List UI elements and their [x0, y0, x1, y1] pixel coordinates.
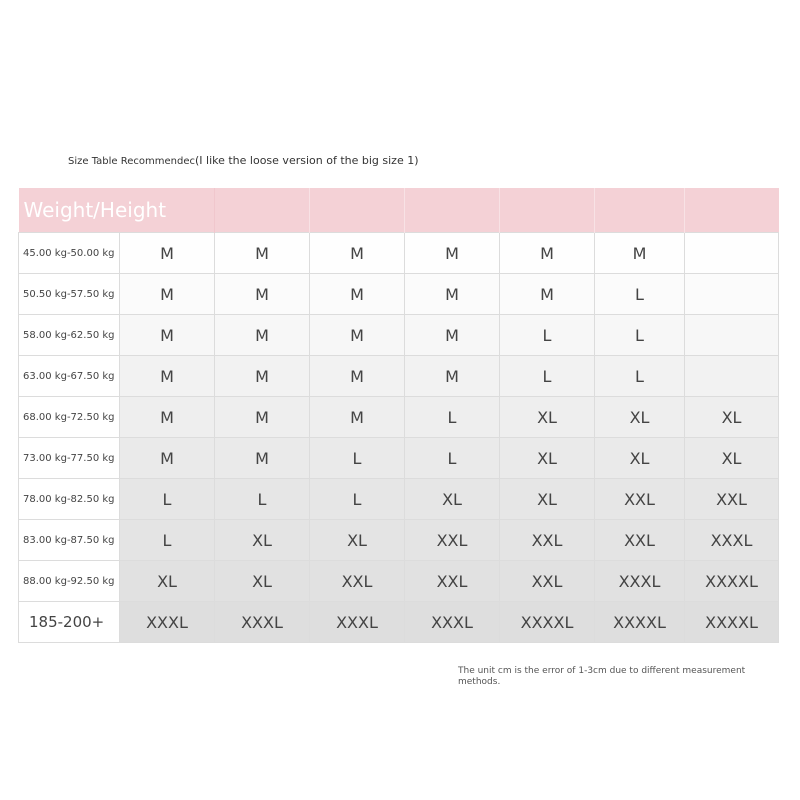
size-cell: M [310, 397, 405, 438]
weight-range-label: 68.00 kg-72.50 kg [19, 397, 120, 438]
size-cell: XL [215, 561, 310, 602]
size-cell: L [500, 356, 595, 397]
size-cell: L [215, 479, 310, 520]
size-cell: L [405, 397, 500, 438]
size-cell: M [215, 233, 310, 274]
size-table-caption [68, 154, 419, 167]
size-cell: M [215, 274, 310, 315]
table-row [19, 520, 779, 561]
size-cell: M [215, 356, 310, 397]
size-cell: XXXL [215, 602, 310, 643]
size-cell: M [405, 356, 500, 397]
table-row [19, 602, 779, 643]
size-cell: XXXXL [595, 602, 685, 643]
weight-range-label: 185-200+ [19, 602, 120, 643]
header-cell [405, 188, 500, 233]
size-cell: XXXL [595, 561, 685, 602]
size-cell: XXXL [310, 602, 405, 643]
table-row [19, 561, 779, 602]
size-cell: M [120, 397, 215, 438]
table-row [19, 438, 779, 479]
table-row [19, 479, 779, 520]
size-cell: XXXL [405, 602, 500, 643]
size-cell: M [500, 274, 595, 315]
weight-range-label: 88.00 kg-92.50 kg [19, 561, 120, 602]
size-cell: M [405, 274, 500, 315]
size-cell [685, 356, 779, 397]
table-row [19, 397, 779, 438]
header-cell [685, 188, 779, 233]
size-table [18, 188, 778, 658]
size-cell: M [310, 274, 405, 315]
size-cell: XL [685, 438, 779, 479]
size-cell: M [120, 438, 215, 479]
size-cell: XL [215, 520, 310, 561]
weight-range-label: 58.00 kg-62.50 kg [19, 315, 120, 356]
size-cell: XXL [405, 561, 500, 602]
size-cell: XXXXL [685, 602, 779, 643]
size-cell: M [595, 233, 685, 274]
size-cell: XL [500, 438, 595, 479]
size-cell: XL [685, 397, 779, 438]
size-cell: M [500, 233, 595, 274]
size-cell: L [405, 438, 500, 479]
table-row [19, 233, 779, 274]
table-row [19, 315, 779, 356]
size-cell: XXXL [685, 520, 779, 561]
size-cell: XL [500, 479, 595, 520]
size-cell [685, 233, 779, 274]
size-cell: XL [595, 397, 685, 438]
size-cell: L [120, 520, 215, 561]
size-cell: M [120, 356, 215, 397]
size-cell: L [500, 315, 595, 356]
header-cell [215, 188, 310, 233]
size-cell: XXXXL [685, 561, 779, 602]
weight-range-label: 45.00 kg-50.00 kg [19, 233, 120, 274]
table-row [19, 274, 779, 315]
size-cell: XXL [405, 520, 500, 561]
header-cell [595, 188, 685, 233]
size-cell: M [120, 233, 215, 274]
size-cell: M [310, 233, 405, 274]
size-cell: M [405, 233, 500, 274]
weight-range-label: 50.50 kg-57.50 kg [19, 274, 120, 315]
size-cell: XXL [685, 479, 779, 520]
size-cell: L [120, 479, 215, 520]
size-cell: XL [500, 397, 595, 438]
measurement-note: The unit cm is the error of 1-3cm due to different measurement methods. [458, 666, 746, 687]
size-cell: XXXXL [500, 602, 595, 643]
size-cell: M [215, 397, 310, 438]
size-cell: M [215, 315, 310, 356]
size-cell: XXL [500, 520, 595, 561]
size-cell: XL [120, 561, 215, 602]
size-cell: XXL [595, 520, 685, 561]
size-cell: L [595, 356, 685, 397]
caption-note: (I like the loose version of the big size 1) [194, 154, 419, 167]
size-cell: XXXL [120, 602, 215, 643]
size-cell: L [595, 274, 685, 315]
size-cell: M [310, 356, 405, 397]
size-cell: XL [595, 438, 685, 479]
size-cell: L [310, 479, 405, 520]
size-cell: XXL [500, 561, 595, 602]
table-body [19, 233, 779, 643]
size-cell: XL [405, 479, 500, 520]
table-header-row [19, 188, 779, 233]
size-chart-table [18, 188, 779, 643]
weight-range-label: 78.00 kg-82.50 kg [19, 479, 120, 520]
header-cell [310, 188, 405, 233]
size-cell: XXL [310, 561, 405, 602]
size-cell: M [120, 315, 215, 356]
size-cell: L [595, 315, 685, 356]
weight-height-header: Weight/Height [19, 188, 215, 233]
caption-title: Size Table Recommendec [68, 156, 195, 167]
size-cell [685, 315, 779, 356]
size-cell: M [310, 315, 405, 356]
header-cell [500, 188, 595, 233]
size-cell: XL [310, 520, 405, 561]
size-cell [685, 274, 779, 315]
size-cell: M [120, 274, 215, 315]
weight-range-label: 63.00 kg-67.50 kg [19, 356, 120, 397]
weight-range-label: 83.00 kg-87.50 kg [19, 520, 120, 561]
size-cell: XXL [595, 479, 685, 520]
weight-range-label: 73.00 kg-77.50 kg [19, 438, 120, 479]
size-cell: M [215, 438, 310, 479]
size-cell: M [405, 315, 500, 356]
size-cell: L [310, 438, 405, 479]
table-row [19, 356, 779, 397]
